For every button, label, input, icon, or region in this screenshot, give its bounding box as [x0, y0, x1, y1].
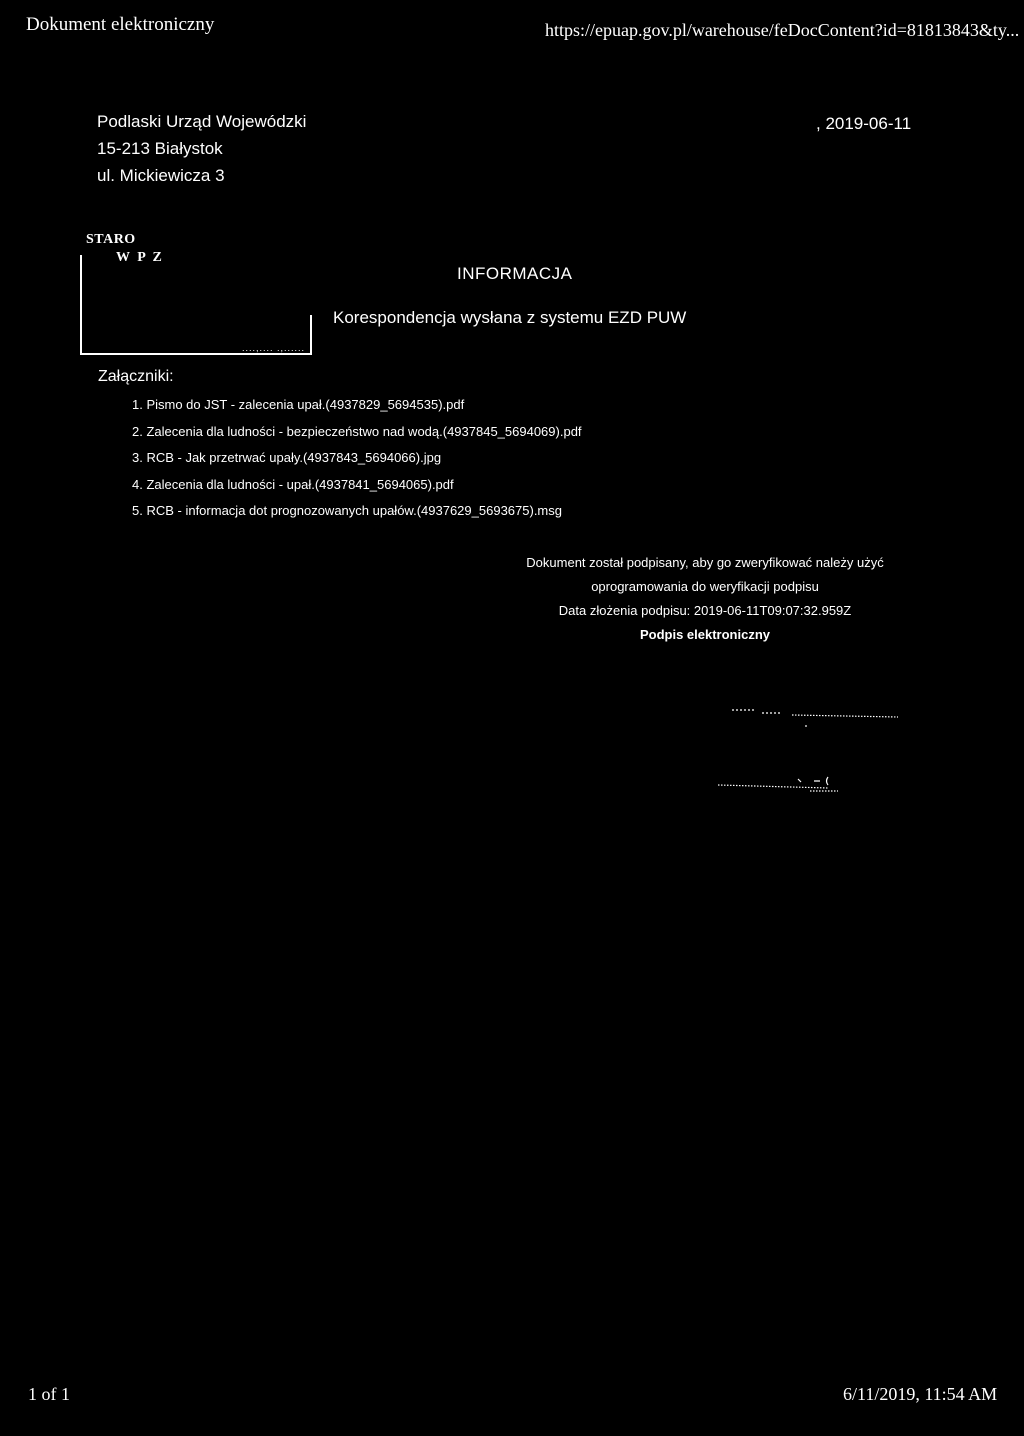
signature-software: oprogramowania do weryfikacji podpisu — [591, 579, 819, 594]
stamp-line-2: W P Z — [116, 250, 164, 265]
signature-notice: Dokument został podpisany, aby go zweryfikować należy użyć — [526, 555, 884, 570]
signature-title: Podpis elektroniczny — [639, 627, 771, 642]
document-subtitle: Korespondencja wysłana z systemu EZD PUW — [333, 308, 687, 327]
registration-stamp — [80, 255, 310, 355]
attachment-item: 2. Zalecenia dla ludności - bezpieczeństwo nad wodą.(4937845_5694069).pdf — [132, 423, 582, 439]
print-header-title: Dokument elektroniczny — [26, 14, 215, 35]
attachment-item: 4. Zalecenia dla ludności - upał.(4937841_5694065).pdf — [132, 476, 454, 492]
sender-address — [97, 108, 306, 189]
stamp-edge — [310, 315, 312, 355]
attachment-item: 5. RCB - informacja dot prognozowanych upałów.(4937629_5693675).msg — [132, 503, 562, 518]
attachment-item: 1. Pismo do JST - zalecenia upał.(4937829_5694535).pdf — [132, 397, 465, 412]
attachments-list — [132, 392, 582, 525]
print-header-url: https://epuap.gov.pl/warehouse/feDocContent?id=81813843&ty... — [545, 20, 1020, 40]
scan-mark — [730, 700, 900, 733]
stamp-line-1: STARO — [86, 232, 136, 247]
stamp-dots: ....,.... .,...... — [242, 343, 306, 353]
attachments-label: Załączniki: — [98, 368, 174, 385]
document-title: INFORMACJA — [457, 264, 573, 283]
sender-postal: 15-213 Białystok — [97, 139, 223, 158]
sender-name: Podlaski Urząd Wojewódzki — [97, 112, 307, 131]
footer-page-number: 1 of 1 — [28, 1384, 70, 1404]
signature-date: Data złożenia podpisu: 2019-06-11T09:07:32.959Z — [558, 603, 852, 618]
sender-street: ul. Mickiewicza 3 — [97, 166, 225, 185]
document-date: , 2019-06-11 — [816, 114, 912, 133]
signature-block — [460, 551, 950, 647]
footer-timestamp: 6/11/2019, 11:54 AM — [843, 1384, 998, 1404]
attachment-item: 3. RCB - Jak przetrwać upały.(4937843_5694066).jpg — [132, 450, 442, 465]
scan-mark — [718, 775, 848, 802]
